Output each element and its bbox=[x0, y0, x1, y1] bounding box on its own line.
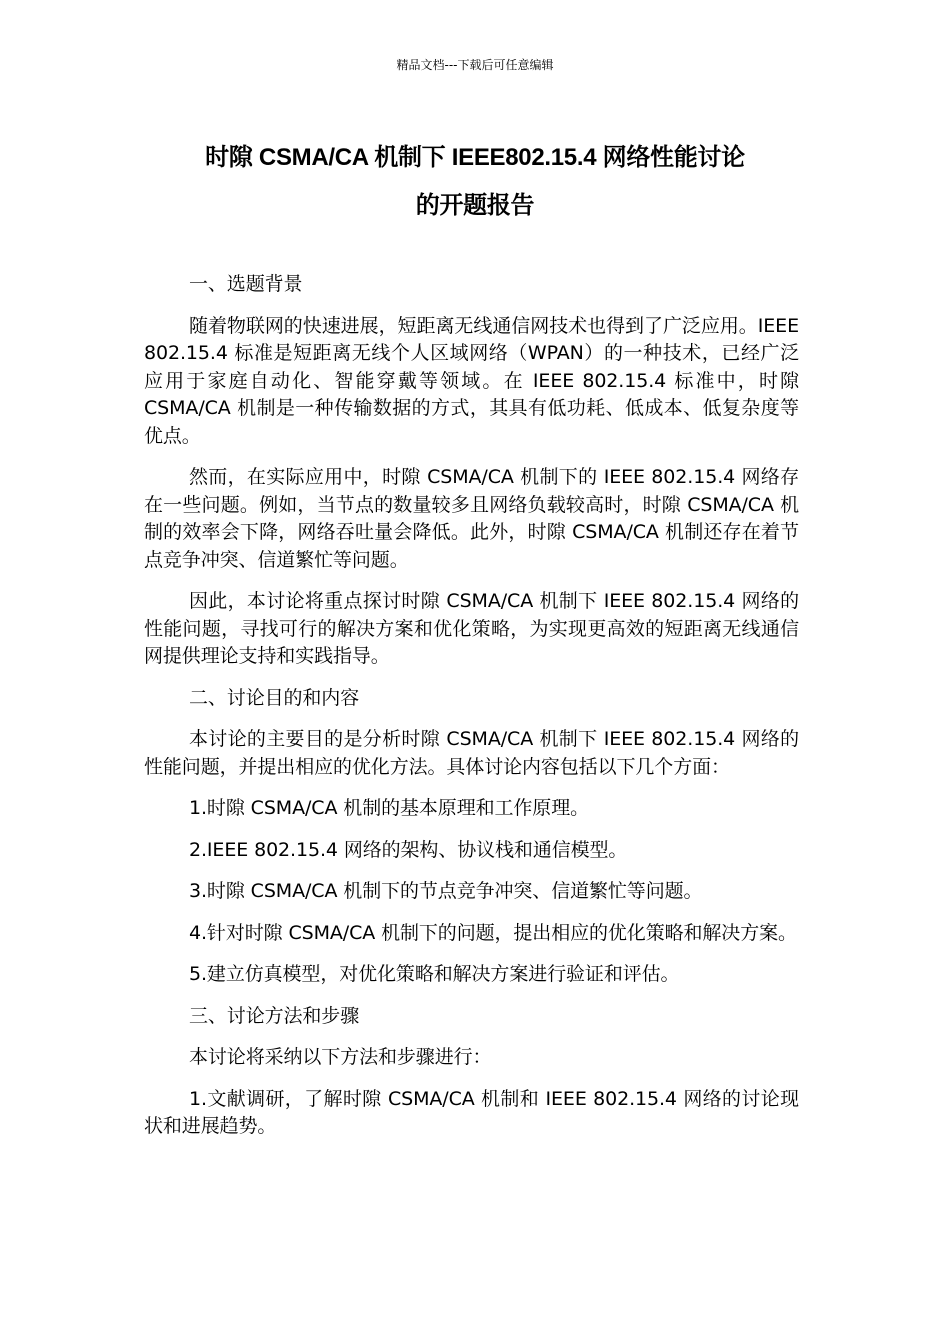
section-heading-methods: 三、讨论方法和步骤 bbox=[189, 1004, 360, 1027]
paragraph: 本讨论将采纳以下方法和步骤进行： bbox=[189, 1046, 492, 1068]
document-body bbox=[144, 271, 799, 1155]
paragraph: 随着物联网的快速进展，短距离无线通信网技术也得到了广泛应用。IEEE 802.15.4 标准是短距离无线个人区域网络（WPAN）的一种技术，已经广泛应用于家庭自动化、智能穿戴等领域。在 IEEE 802.15.4 标准中，时隙 CSMA/CA 机制是一种传输数据的方式，其具有低功耗、低成本、低复杂度等优点。 bbox=[144, 314, 799, 447]
list-item: 5.建立仿真模型，对优化策略和解决方案进行验证和评估。 bbox=[189, 963, 680, 985]
section-heading-background: 一、选题背景 bbox=[189, 273, 303, 295]
title-line-1: 时隙 CSMA/CA 机制下 IEEE802.15.4 网络性能讨论 bbox=[205, 144, 745, 171]
paragraph: 因此，本讨论将重点探讨时隙 CSMA/CA 机制下 IEEE 802.15.4 网络的性能问题，寻找可行的解决方案和优化策略，为实现更高效的短距离无线通信网提供理论支持和实践指导。 bbox=[144, 590, 799, 667]
section-heading-objectives: 二、讨论目的和内容 bbox=[189, 686, 360, 709]
list-item: 4.针对时隙 CSMA/CA 机制下的问题，提出相应的优化策略和解决方案。 bbox=[189, 921, 797, 944]
list-item: 1.时隙 CSMA/CA 机制的基本原理和工作原理。 bbox=[189, 797, 589, 819]
list-item: 3.时隙 CSMA/CA 机制下的节点竞争冲突、信道繁忙等问题。 bbox=[189, 880, 703, 902]
title-line-2: 的开题报告 bbox=[415, 192, 535, 219]
list-item: 2.IEEE 802.15.4 网络的架构、协议栈和通信模型。 bbox=[189, 838, 628, 861]
document-title bbox=[120, 134, 830, 230]
list-item: 1.文献调研，了解时隙 CSMA/CA 机制和 IEEE 802.15.4 网络的讨论现状和进展趋势。 bbox=[144, 1087, 799, 1137]
paragraph: 然而，在实际应用中，时隙 CSMA/CA 机制下的 IEEE 802.15.4 网络存在一些问题。例如，当节点的数量较多且网络负载较高时，时隙 CSMA/CA 机制的效率会下降，网络吞吐量会降低。此外，时隙 CSMA/CA 机制还存在着节点竞争冲突、信道繁忙等问题。 bbox=[144, 466, 799, 571]
page-header: 精品文档---下载后可任意编辑 bbox=[396, 58, 554, 72]
paragraph: 本讨论的主要目的是分析时隙 CSMA/CA 机制下 IEEE 802.15.4 网络的性能问题，并提出相应的优化方法。具体讨论内容包括以下几个方面： bbox=[144, 728, 799, 778]
